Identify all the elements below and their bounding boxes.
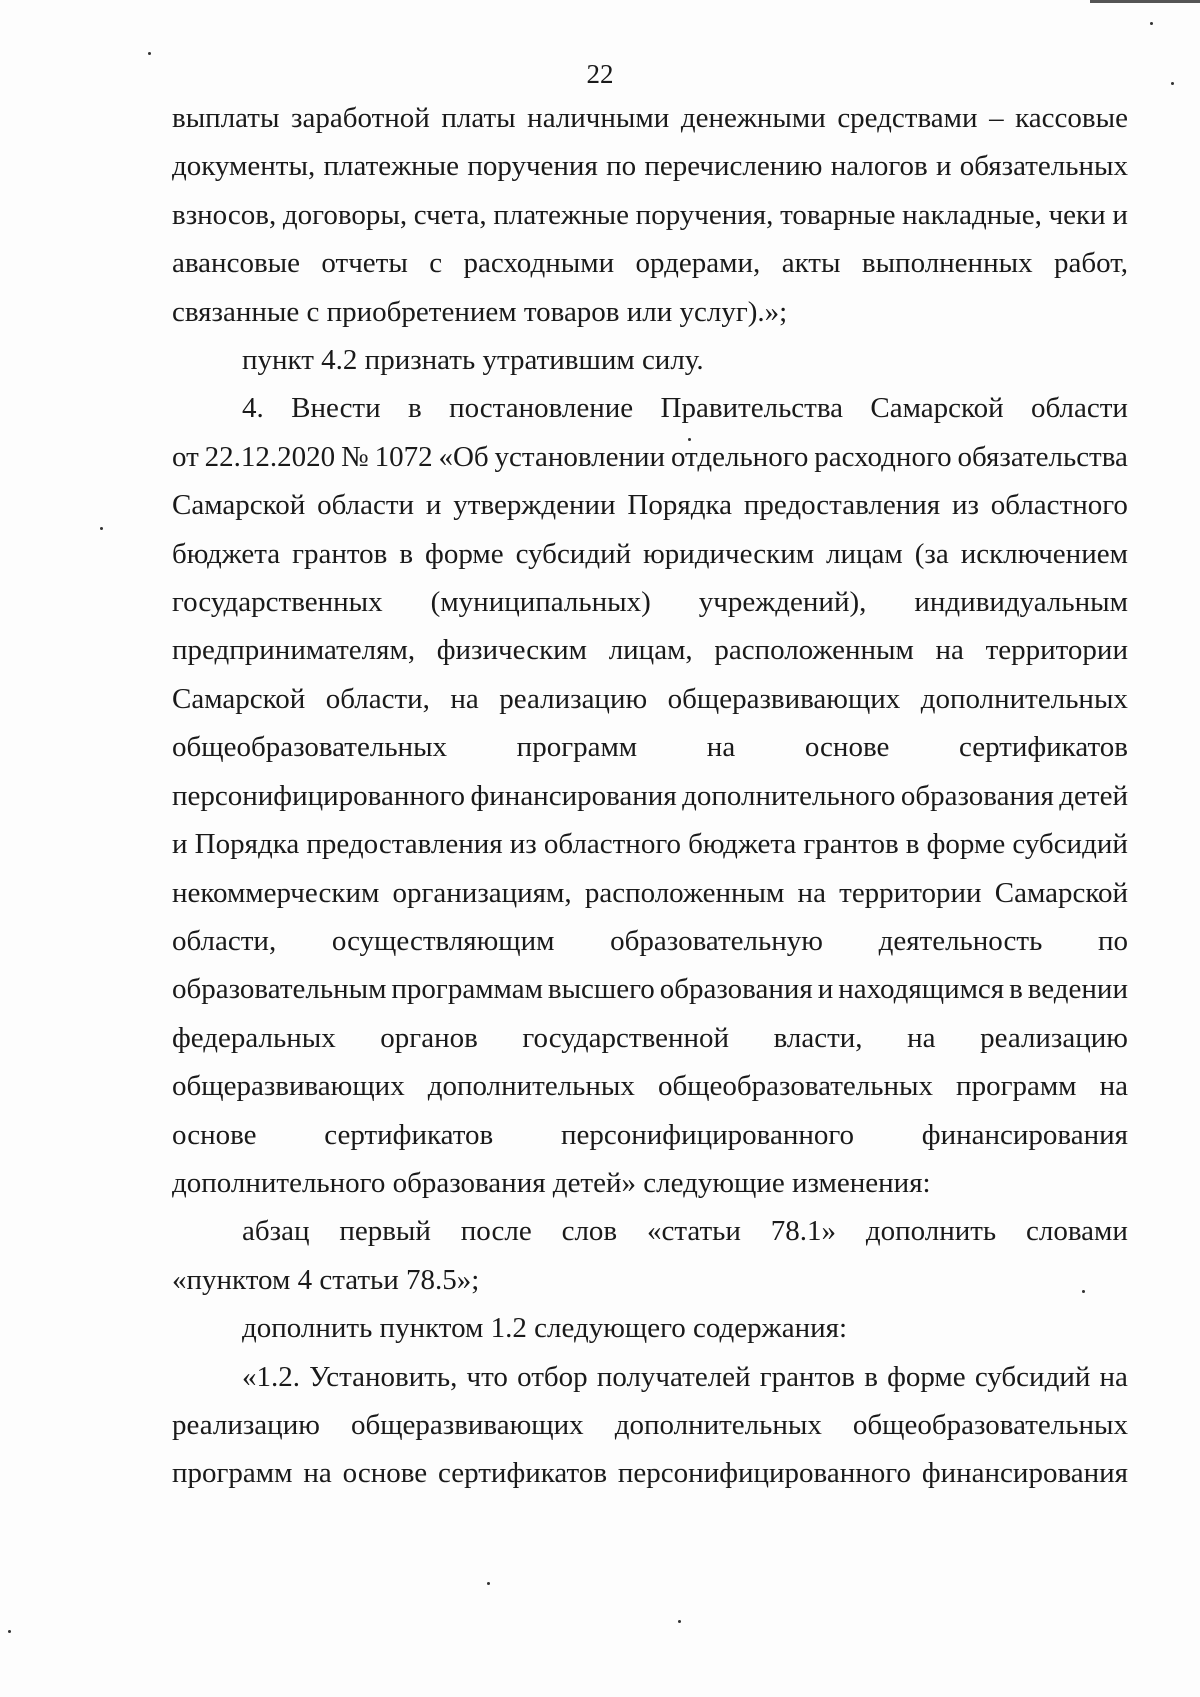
text-line: от 22.12.2020 № 1072 «Об установлении отдельного расходного обязательства	[172, 440, 1128, 473]
scan-speck	[148, 52, 151, 55]
text-line: абзац первый после слов «статьи 78.1» дополнить словами	[242, 1215, 1128, 1248]
text-line: выплаты заработной платы наличными денежными средствами – кассовые	[172, 102, 1128, 134]
scan-speck	[1150, 22, 1153, 25]
text-line: «пунктом 4 статьи 78.5»;	[172, 1263, 480, 1296]
text-line: Самарской области, на реализацию общеразвивающих дополнительных	[172, 682, 1128, 715]
text-line: бюджета грантов в форме субсидий юридическим лицам (за исключением	[172, 537, 1128, 570]
document-body	[172, 94, 1128, 1498]
paragraph-add-point-1-2	[172, 1304, 1128, 1352]
scan-speck	[688, 438, 691, 441]
scan-speck	[1171, 82, 1174, 85]
scan-speck	[1082, 1290, 1085, 1293]
text-line: Самарской области и утверждении Порядка предоставления из областного	[172, 489, 1128, 522]
paragraph-item-4	[172, 384, 1128, 1207]
text-line: государственных (муниципальных) учреждений), индивидуальным	[172, 586, 1128, 619]
scan-speck	[100, 527, 103, 530]
paragraph-payment-documents	[172, 94, 1128, 336]
text-line: федеральных органов государственной власти, на реализацию	[172, 1021, 1128, 1054]
text-line: взносов, договоры, счета, платежные поручения, товарные накладные, чеки и	[172, 198, 1128, 231]
scan-edge-mark	[1090, 0, 1200, 3]
paragraph-first-subparagraph	[172, 1207, 1128, 1304]
text-line: образовательным программам высшего образования и находящимся в ведении	[172, 973, 1128, 1006]
text-line: основе сертификатов персонифицированного финансирования	[172, 1118, 1128, 1151]
text-line: 4. Внести в постановление Правительства Самарской области	[242, 392, 1128, 425]
text-line: предпринимателям, физическим лицам, расположенным на территории	[172, 634, 1128, 667]
scan-speck	[678, 1620, 681, 1623]
paragraph-point-1-2-text	[172, 1353, 1128, 1498]
scan-speck	[8, 1630, 11, 1633]
paragraph-point-4-2	[172, 336, 1128, 384]
scan-speck	[487, 1582, 490, 1585]
text-line: авансовые отчеты с расходными ордерами, акты выполненных работ,	[172, 247, 1128, 280]
text-line: «1.2. Установить, что отбор получателей грантов в форме субсидий на	[242, 1360, 1128, 1393]
text-line: и Порядка предоставления из областного бюджета грантов в форме субсидий	[172, 828, 1128, 861]
text-line: связанные с приобретением товаров или услуг).»;	[172, 295, 788, 328]
text-line: некоммерческим организациям, расположенным на территории Самарской	[172, 876, 1128, 909]
text-line: реализацию общеразвивающих дополнительных общеобразовательных	[172, 1408, 1128, 1441]
page-number: 22	[586, 59, 614, 89]
text-line: дополнительного образования детей» следующие изменения:	[172, 1166, 931, 1199]
text-line: персонифицированного финансирования дополнительного образования детей	[172, 779, 1128, 812]
text-line: общеобразовательных программ на основе сертификатов	[172, 731, 1128, 764]
text-line: области, осуществляющим образовательную деятельность по	[172, 924, 1128, 957]
text-line: общеразвивающих дополнительных общеобразовательных программ на	[172, 1070, 1128, 1103]
text-line: дополнить пунктом 1.2 следующего содержания:	[242, 1312, 848, 1345]
text-line: документы, платежные поручения по перечислению налогов и обязательных	[172, 150, 1128, 183]
text-line: программ на основе сертификатов персонифицированного финансирования	[172, 1457, 1128, 1490]
text-line: пункт 4.2 признать утратившим силу.	[242, 344, 704, 377]
